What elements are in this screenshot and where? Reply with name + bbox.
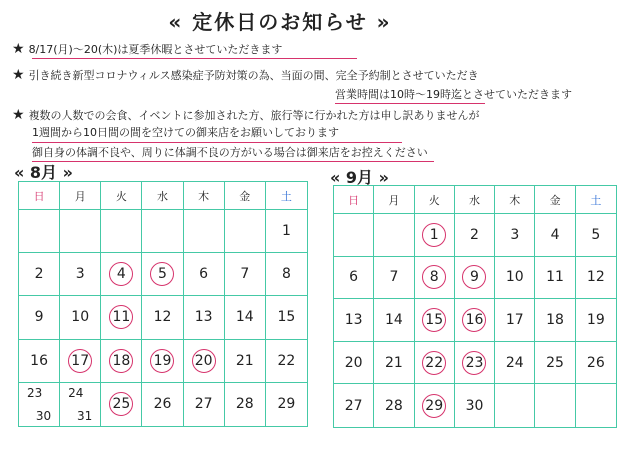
- day-number: 7: [389, 269, 399, 286]
- day-number: 23: [465, 354, 484, 371]
- day-cell: [60, 340, 101, 383]
- closed-day-circle: [192, 349, 216, 373]
- day-cell: [495, 299, 535, 342]
- weekday-label: 火: [428, 193, 440, 207]
- day-number: 29: [277, 396, 296, 413]
- day-number: 11: [112, 309, 131, 326]
- star-icon: ★: [12, 67, 25, 83]
- closed-day-circle: [109, 349, 133, 373]
- note-3: [335, 88, 572, 102]
- day-cell: [142, 253, 183, 296]
- august-calendar: [18, 181, 308, 427]
- day-cell: [334, 257, 374, 300]
- day-number: 20: [344, 354, 363, 371]
- day-cell: [266, 253, 307, 296]
- note-5-text: 1週間から10日間の間を空けての御来店をお願いしております: [32, 126, 339, 139]
- weekday-header: [19, 182, 60, 210]
- day-cell: [60, 210, 101, 253]
- day-cell: [535, 384, 575, 427]
- weekday-label: 金: [239, 189, 251, 203]
- day-number: 1: [281, 223, 291, 240]
- day-cell: [334, 342, 374, 385]
- day-number: 25: [546, 354, 564, 371]
- day-number: 27: [344, 397, 363, 414]
- closed-day-circle: [150, 349, 174, 373]
- day-cell: [19, 296, 60, 339]
- day-cell: [495, 342, 535, 385]
- closed-day-circle: [68, 349, 92, 373]
- day-cell: [415, 257, 455, 300]
- day-cell: [576, 257, 616, 300]
- weekday-header: [225, 182, 266, 210]
- weekday-label: 土: [280, 189, 292, 203]
- note-1: [12, 42, 282, 57]
- day-number: 28: [235, 396, 254, 413]
- note-6-text: 御自身の体調不良や、周りに体調不良の方がいる場合は御来店をお控えください: [32, 146, 428, 159]
- day-cell: [535, 214, 575, 257]
- day-cell: [19, 340, 60, 383]
- closed-day-circle: [422, 223, 446, 247]
- note-2: [12, 68, 479, 83]
- day-cell: [184, 340, 225, 383]
- day-cell: [415, 299, 455, 342]
- closed-day-circle: [109, 392, 133, 416]
- day-number: 15: [277, 309, 296, 326]
- day-cell: [19, 210, 60, 253]
- day-cell: [101, 383, 142, 426]
- day-number: 31: [77, 408, 93, 423]
- day-cell: [374, 299, 414, 342]
- day-cell: [184, 210, 225, 253]
- day-number: 27: [194, 396, 213, 413]
- day-number: 17: [505, 311, 524, 328]
- star-icon: ★: [12, 41, 25, 57]
- day-number: 19: [586, 311, 605, 328]
- day-number: 16: [30, 352, 48, 369]
- day-cell: [101, 210, 142, 253]
- day-number: 2: [34, 266, 44, 283]
- day-number: 28: [385, 397, 403, 414]
- day-cell: [101, 296, 142, 339]
- day-number: 20: [194, 352, 213, 369]
- day-number: 2: [470, 226, 479, 243]
- day-number: 24: [505, 354, 524, 371]
- day-cell: [535, 299, 575, 342]
- day-number: 4: [116, 266, 126, 283]
- day-number: 9: [470, 269, 479, 286]
- day-cell: [101, 340, 142, 383]
- day-cell: [142, 296, 183, 339]
- day-cell: [374, 214, 414, 257]
- day-number: 8: [429, 269, 439, 286]
- day-cell: [374, 342, 414, 385]
- day-number: 21: [235, 352, 254, 369]
- weekday-label: 金: [549, 193, 561, 207]
- weekday-header: [101, 182, 142, 210]
- note-2-text: 引き続き新型コロナウィルス感染症予防対策の為、当面の間、完全予約制とさせていただき: [28, 69, 479, 82]
- day-number: 18: [112, 352, 131, 369]
- closed-day-circle: [422, 308, 446, 332]
- day-number: 24: [68, 385, 84, 400]
- underline: [335, 103, 485, 104]
- day-cell: [184, 253, 225, 296]
- day-number: 26: [586, 354, 605, 371]
- closed-day-circle: [150, 262, 174, 286]
- weekday-label: 木: [509, 193, 521, 207]
- day-cell: [19, 383, 60, 426]
- september-calendar: [333, 185, 617, 428]
- weekday-header: [266, 182, 307, 210]
- day-number: 17: [71, 352, 90, 369]
- day-number: 14: [385, 311, 403, 328]
- closed-day-circle: [422, 394, 446, 418]
- weekday-label: 日: [33, 189, 45, 203]
- weekday-header: [455, 186, 495, 214]
- day-cell: [576, 214, 616, 257]
- august-label: « 8月 »: [14, 163, 73, 182]
- day-cell: [576, 384, 616, 427]
- weekday-header: [184, 182, 225, 210]
- weekday-header: [576, 186, 616, 214]
- closed-day-circle: [109, 305, 133, 329]
- weekday-header: [495, 186, 535, 214]
- weekday-label: 土: [590, 193, 602, 207]
- day-number: 18: [546, 311, 564, 328]
- note-4-text: 複数の人数での会食、イベントに参加された方、旅行等に行かれた方は申し訳ありませんが: [28, 109, 480, 122]
- day-cell: [455, 257, 495, 300]
- day-number: 21: [385, 354, 403, 371]
- day-number: 3: [75, 266, 85, 283]
- day-cell: [455, 342, 495, 385]
- day-number: 1: [429, 226, 439, 243]
- page-title: « 定休日のお知らせ »: [168, 10, 392, 34]
- weekday-header: [334, 186, 374, 214]
- day-cell: [266, 296, 307, 339]
- day-cell: [374, 257, 414, 300]
- day-cell: [60, 253, 101, 296]
- day-cell: [184, 383, 225, 426]
- weekday-header: [374, 186, 414, 214]
- day-number: 12: [153, 309, 172, 326]
- day-cell: [225, 253, 266, 296]
- note-4: [12, 108, 480, 123]
- day-number: 8: [281, 266, 291, 283]
- day-cell: [535, 342, 575, 385]
- day-cell: [142, 383, 183, 426]
- day-number: 22: [277, 352, 296, 369]
- day-cell: [495, 214, 535, 257]
- note-1-text: 8/17(月)～20(木)は夏季休暇とさせていただきます: [28, 43, 283, 56]
- day-cell: [60, 383, 101, 426]
- day-number: 9: [34, 309, 44, 326]
- day-number: 30: [465, 397, 484, 414]
- day-number: 6: [349, 269, 359, 286]
- day-cell: [142, 340, 183, 383]
- day-cell: [101, 253, 142, 296]
- weekday-label: 水: [156, 189, 168, 203]
- closed-day-circle: [462, 351, 486, 375]
- day-cell: [60, 296, 101, 339]
- closed-day-circle: [462, 265, 486, 289]
- day-cell: [334, 214, 374, 257]
- day-cell: [266, 210, 307, 253]
- day-number: 6: [199, 266, 209, 283]
- day-number: 25: [112, 396, 131, 413]
- day-cell: [334, 299, 374, 342]
- day-number: 19: [153, 352, 172, 369]
- closed-day-circle: [462, 308, 486, 332]
- day-cell: [455, 299, 495, 342]
- note-5: [32, 126, 339, 140]
- underline: [32, 161, 434, 162]
- day-number: 15: [425, 311, 444, 328]
- day-cell: [184, 296, 225, 339]
- day-number: 26: [153, 396, 172, 413]
- day-cell: [225, 210, 266, 253]
- day-number: 5: [158, 266, 167, 283]
- day-number: 7: [240, 266, 250, 283]
- day-number: 29: [425, 397, 444, 414]
- day-cell: [19, 253, 60, 296]
- underline: [32, 58, 357, 59]
- day-cell: [266, 340, 307, 383]
- day-number: 5: [591, 226, 601, 243]
- day-cell: [455, 384, 495, 427]
- closed-day-circle: [422, 265, 446, 289]
- day-number: 12: [586, 269, 605, 286]
- day-cell: [495, 384, 535, 427]
- weekday-label: 火: [115, 189, 127, 203]
- day-cell: [576, 299, 616, 342]
- day-cell: [374, 384, 414, 427]
- weekday-label: 木: [198, 189, 210, 203]
- closed-day-circle: [422, 351, 446, 375]
- day-cell: [455, 214, 495, 257]
- day-cell: [495, 257, 535, 300]
- september-label: « 9月 »: [330, 168, 389, 187]
- day-number: 10: [505, 269, 524, 286]
- day-number: 4: [550, 226, 560, 243]
- day-number: 11: [546, 269, 564, 286]
- day-number: 3: [510, 226, 520, 243]
- day-cell: [334, 384, 374, 427]
- day-number: 13: [194, 309, 213, 326]
- day-cell: [415, 384, 455, 427]
- day-cell: [266, 383, 307, 426]
- day-cell: [576, 342, 616, 385]
- underline: [32, 142, 402, 143]
- star-icon: ★: [12, 107, 25, 123]
- weekday-label: 日: [348, 193, 360, 207]
- weekday-label: 月: [74, 189, 86, 203]
- day-cell: [415, 214, 455, 257]
- day-cell: [225, 340, 266, 383]
- note-6: [32, 146, 428, 160]
- weekday-label: 月: [388, 193, 400, 207]
- day-number: 10: [71, 309, 90, 326]
- weekday-header: [60, 182, 101, 210]
- day-cell: [142, 210, 183, 253]
- day-number: 13: [344, 311, 363, 328]
- day-number: 14: [235, 309, 254, 326]
- day-cell: [415, 342, 455, 385]
- day-cell: [535, 257, 575, 300]
- day-number: 30: [35, 408, 52, 423]
- day-number: 23: [27, 385, 43, 400]
- note-3-text: 営業時間は10時～19時迄とさせていただきます: [335, 88, 572, 101]
- weekday-header: [535, 186, 575, 214]
- day-number: 16: [465, 311, 484, 328]
- weekday-header: [142, 182, 183, 210]
- day-number: 22: [425, 354, 444, 371]
- closed-day-circle: [109, 262, 133, 286]
- day-cell: [225, 296, 266, 339]
- weekday-label: 水: [468, 193, 480, 207]
- weekday-header: [415, 186, 455, 214]
- day-cell: [225, 383, 266, 426]
